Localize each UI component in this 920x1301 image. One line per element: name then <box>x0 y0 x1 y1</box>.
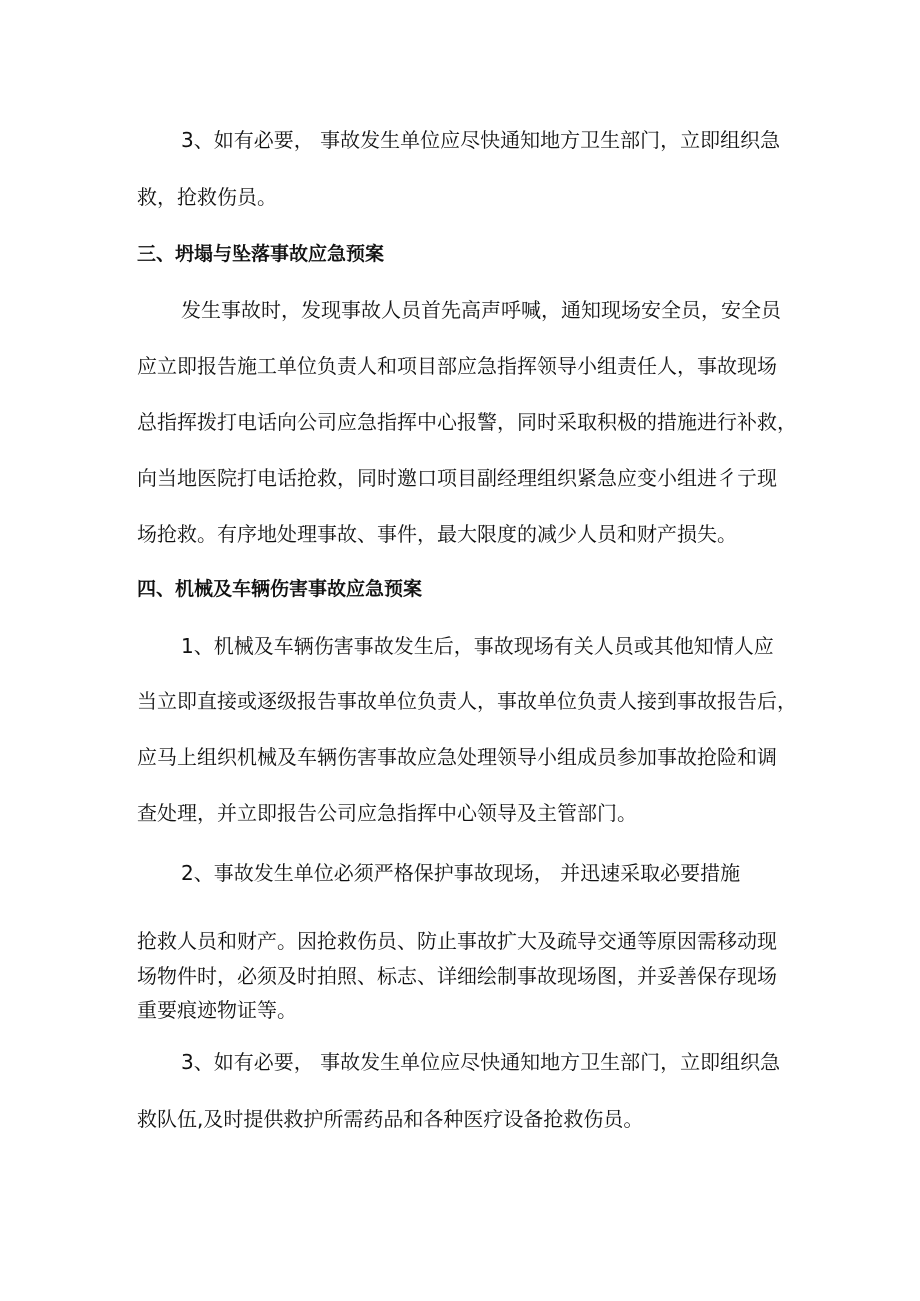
paragraph-line: 3、如有必要， 事故发生单位应尽快通知地方卫生部门，立即组织急 <box>181 1050 781 1074</box>
paragraph-line: 场抢救。有序地处理事故、事件，最大限度的减少人员和财产损失。 <box>137 522 737 546</box>
section-heading: 四、机械及车辆伤害事故应急预案 <box>137 578 423 600</box>
section-heading: 三、坍塌与坠落事故应急预案 <box>137 243 385 265</box>
paragraph-line: 查处理，并立即报告公司应急指挥中心领导及主管部门。 <box>137 801 637 825</box>
paragraph-line: 重要痕迹物证等。 <box>137 998 297 1022</box>
paragraph-line: 应马上组织机械及车辆伤害事故应急处理领导小组成员参加事故抢险和调 <box>137 745 777 769</box>
paragraph-line: 应立即报告施工单位负责人和项目部应急指挥领导小组责任人，事故现场 <box>137 354 777 378</box>
paragraph-line: 3、如有必要， 事故发生单位应尽快通知地方卫生部门，立即组织急 <box>181 128 781 152</box>
paragraph-line: 向当地医院打电话抢救，同时邀口项目副经理组织紧急应变小组进彳亍现 <box>137 466 777 490</box>
paragraph-line: 抢救人员和财产。因抢救伤员、防止事故扩大及疏导交通等原因需移动现 <box>137 929 777 953</box>
paragraph-line: 发生事故时，发现事故人员首先高声呼喊，通知现场安全员，安全员 <box>181 298 781 322</box>
paragraph-line: 救，抢救伤员。 <box>137 185 277 209</box>
paragraph-line: 1、机械及车辆伤害事故发生后，事故现场有关人员或其他知情人应 <box>181 634 774 658</box>
paragraph-line: 救队伍,及时提供救护所需药品和各种医疗设备抢救伤员。 <box>137 1107 644 1131</box>
paragraph-line: 当立即直接或逐级报告事故单位负责人，事故单位负责人接到事故报告后， <box>137 689 797 713</box>
paragraph-line: 2、事故发生单位必须严格保护事故现场， 并迅速采取必要措施 <box>181 861 741 885</box>
paragraph-line: 场物件时，必须及时拍照、标志、详细绘制事故现场图，并妥善保存现场 <box>137 964 777 988</box>
paragraph-line: 总指挥拨打电话向公司应急指挥中心报警，同时采取积极的措施进行补救， <box>137 410 797 434</box>
